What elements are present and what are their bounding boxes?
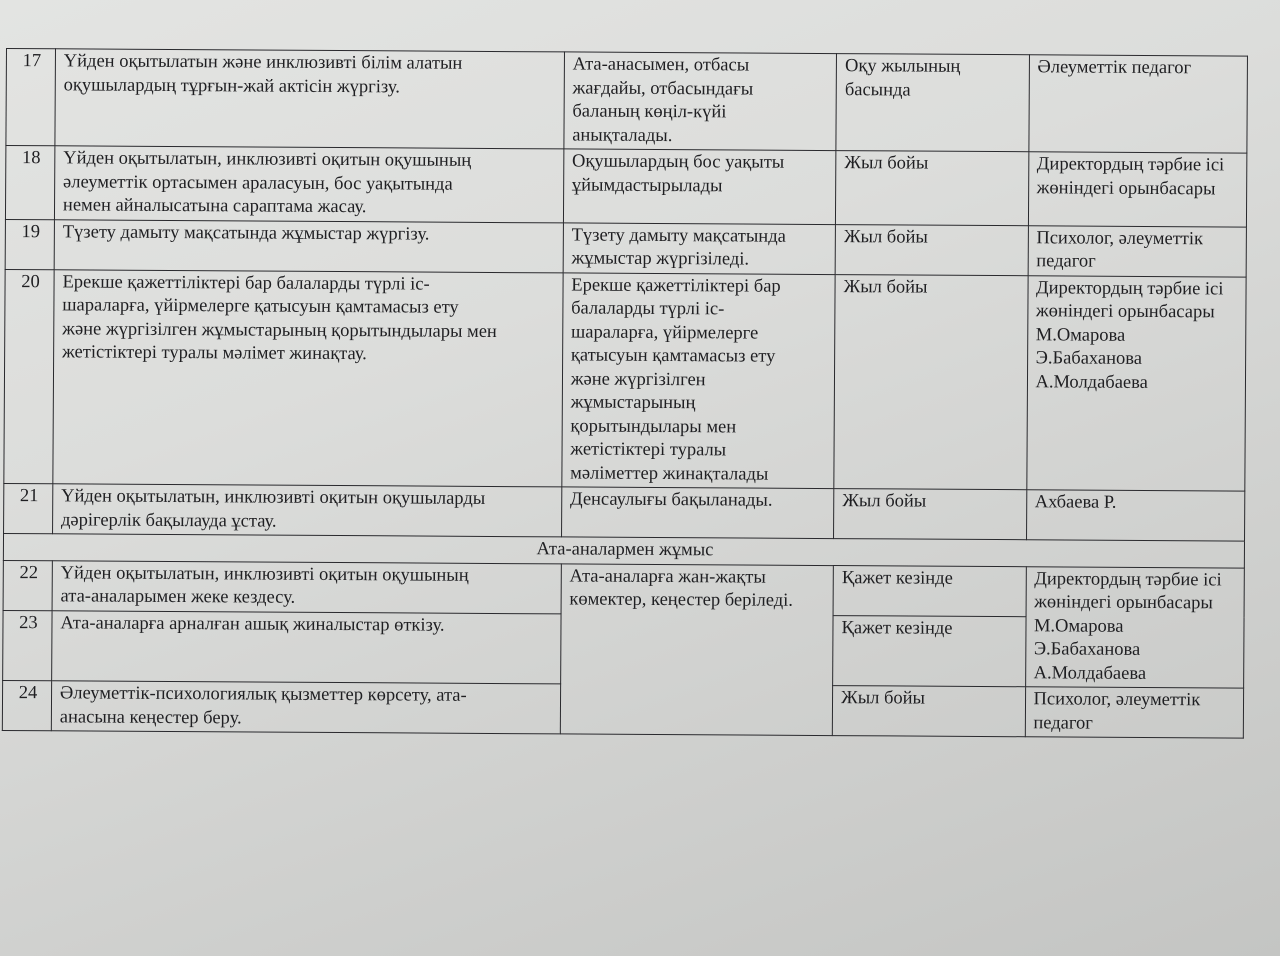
time-cell: Жыл бойы bbox=[832, 686, 1025, 737]
time-cell: Жыл бойы bbox=[834, 274, 1028, 490]
time-cell: Жыл бойы bbox=[834, 489, 1027, 540]
result-cell: Ата-аналарға жан-жақты көмектер, кеңестер беріледі. bbox=[560, 563, 833, 735]
table-row bbox=[5, 146, 1246, 227]
responsible-cell: Директордың тәрбие ісі жөніндегі орынбасары М.Омарова Э.Бабаханова А.Молдабаева bbox=[1025, 566, 1244, 688]
responsible-cell: Әлеуметтік педагог bbox=[1028, 55, 1247, 153]
responsible-cell: Ахбаева Р. bbox=[1026, 490, 1245, 541]
responsible-cell: Директордың тәрбие ісі жөніндегі орынбасары М.Омарова Э.Бабаханова А.Молдабаева bbox=[1026, 275, 1246, 491]
task-cell: Түзету дамыту мақсатында жұмыстар жүргізу. bbox=[54, 219, 563, 272]
result-cell: Ерекше қажеттіліктері бар балаларды түрлі іс- шараларға, үйірмелерге қатысуын қамтамасыз ету және жүргізілген жұмыстарының қорытындылары мен жетістіктері туралы мәліметтер жинақталады bbox=[562, 272, 836, 488]
time-cell: Қажет кезінде bbox=[833, 565, 1026, 616]
responsible-cell: Директордың тәрбие ісі жөніндегі орынбасары bbox=[1028, 152, 1247, 227]
table-row bbox=[5, 219, 1246, 277]
row-number: 21 bbox=[4, 483, 53, 533]
time-cell: Қажет кезінде bbox=[833, 615, 1026, 686]
plan-table bbox=[2, 48, 1248, 739]
row-number: 24 bbox=[2, 680, 51, 730]
task-cell: Ата-аналарға арналған ашық жиналыстар өткізу. bbox=[52, 610, 561, 683]
responsible-cell: Психолог, әлеуметтік педагог bbox=[1028, 225, 1247, 276]
task-cell: Ерекше қажеттіліктері бар балаларды түрлі іс- шараларға, үйірмелерге қатысуын қамтамасыз ету және жүргізілген жұмыстарының қорытындылары мен жетістіктері туралы мәлімет жинақтау. bbox=[53, 269, 563, 487]
responsible-cell: Психолог, әлеуметтік педагог bbox=[1025, 687, 1244, 738]
time-cell: Жыл бойы bbox=[836, 151, 1029, 226]
row-number: 17 bbox=[6, 49, 55, 146]
result-cell: Денсаулығы бақыланады. bbox=[561, 487, 834, 539]
result-cell: Ата-анасымен, отбасы жағдайы, отбасындағы баланың көңіл-күйі анықталады. bbox=[564, 52, 837, 151]
row-number: 19 bbox=[5, 219, 54, 269]
table-row bbox=[4, 269, 1246, 491]
row-number: 18 bbox=[5, 146, 54, 220]
time-cell: Оқу жылының басында bbox=[836, 54, 1029, 152]
task-cell: Әлеуметтік-психологиялық қызметтер көрсету, ата- анасына кеңестер беру. bbox=[51, 681, 560, 734]
table-row bbox=[3, 560, 1244, 618]
task-cell: Үйден оқытылатын, инклюзивті оқитын оқушының әлеуметтік ортасымен араласуын, бос уақытында немен айналысатына сараптама жасау. bbox=[54, 146, 563, 223]
task-cell: Үйден оқытылатын, инклюзивті оқитын оқушының ата-аналарымен жеке кездесу. bbox=[52, 560, 561, 613]
task-cell: Үйден оқытылатын және инклюзивті білім алатын оқушылардың тұрғын-жай актісін жүргізу. bbox=[55, 49, 564, 149]
row-number: 23 bbox=[3, 610, 52, 681]
result-cell: Оқушылардың бос уақыты ұйымдастырылады bbox=[563, 149, 836, 224]
row-number: 20 bbox=[4, 269, 54, 484]
row-number: 22 bbox=[3, 560, 52, 611]
section-title: Ата-аналармен жұмыс bbox=[3, 533, 1244, 567]
table-row bbox=[6, 49, 1248, 154]
task-cell: Үйден оқытылатын, инклюзивті оқитын оқушыларды дәрігерлік бақылауда ұстау. bbox=[52, 484, 561, 537]
result-cell: Түзету дамыту мақсатында жұмыстар жүргізіледі. bbox=[563, 222, 836, 274]
table-row bbox=[4, 483, 1245, 541]
time-cell: Жыл бойы bbox=[835, 224, 1028, 275]
